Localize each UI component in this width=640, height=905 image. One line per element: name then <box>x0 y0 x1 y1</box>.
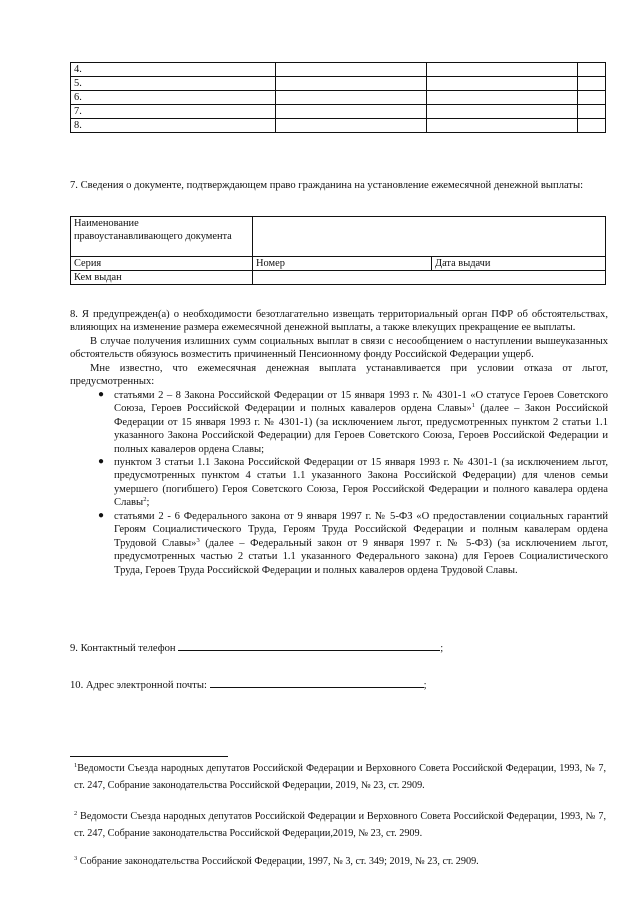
table-row <box>71 217 606 257</box>
benefits-table <box>70 62 606 133</box>
footnote-mark: 3 <box>74 855 78 862</box>
bullet-icon: ● <box>98 388 105 400</box>
phone-label: 9. Контактный телефон <box>70 643 176 654</box>
warning-paragraph: 8. Я предупрежден(а) о необходимости безотлагательно извещать территориальный орган ПФР об обстоятельствах, влияющих на изменение размера ежемесячной денежной выплаты, а также влекущих прекращение ее выплаты. <box>70 309 608 334</box>
document-details-table <box>70 216 606 285</box>
refund-paragraph: В случае получения излишних сумм социальных выплат в связи с несообщением о наступлении вышеуказанных обстоятельств обязуюсь возместить причиненный Пенсионному фонду Российской Федерации ущерб. <box>70 335 608 361</box>
footnote-1: $^1$Ведомости Съезда народных депутатов Российской Федерации и Верховного Совета Российской Федерации, 1993, № 7, ст. 247, Собрание законодательства Российской Федерации, 2019, № 23, ст. 2909. <box>74 762 606 791</box>
list-item: ● пунктом 3 статьи 1.1 Закона Российской Федерации от 15 января 1993 г. № 4301-1 (за исключением льгот, предусмотренных пунктом 4 статьи 1.1 указанного Закона Российской Федерации) для членов семьи умершего (погибшего) Героя Советского Союза, Героя Российской Федерации и полного кавалера ордена Славы$^2$; <box>98 455 608 509</box>
table-cell[interactable] <box>427 119 578 133</box>
table-row <box>71 63 606 77</box>
footnote-mark: 2 <box>74 810 78 817</box>
table-cell[interactable] <box>578 119 606 133</box>
bullet-icon: ● <box>98 455 105 467</box>
email-label: 10. Адрес электронной почты: <box>70 680 207 691</box>
table-cell[interactable] <box>578 77 606 91</box>
issue-date-label: Дата выдачи <box>432 257 606 271</box>
issued-by-label: Кем выдан <box>71 271 253 285</box>
table-cell[interactable] <box>276 105 427 119</box>
footnote-mark: 1 <box>74 762 78 769</box>
table-row <box>71 271 606 285</box>
list-item: ● статьями 2 - 6 Федерального закона от 9 января 1997 г. № 5-ФЗ «О предоставлении социальных гарантий Героям Социалистического Труда, Героям Труда Российской Федерации и полным кавалерам ордена Трудовой Славы»$^3$ (далее – Федеральный закон от 9 января 1997 г. № 5-ФЗ) (за исключением льгот, предусмотренных частью 2 статьи 1.1 указанного Федерального закона) для Героев Социалистического Труда, Героев Труда Российской Федерации и полных кавалеров ордена Трудовой Славы. <box>98 509 608 576</box>
footnote-ref: 2 <box>143 496 147 504</box>
footnote-3: $^3$ Собрание законодательства Российской Федерации, 1997, № 3, ст. 349; 2019, № 23, ст. 2909. <box>74 855 479 867</box>
section-8 <box>70 308 608 577</box>
list-item: ● статьями 2 – 8 Закона Российской Федерации от 15 января 1993 г. № 4301-1 «О статусе Героев Советского Союза, Героев Российской Федерации и полных кавалеров ордена Славы»$^1$ (далее – Закон Российской Федерации от 15 января 1993 г. № 4301-1) (за исключением льгот, предусмотренных пунктом 2 статьи 1.1 указанного Закона Российской Федерации) для Героев Советского Союза, Героев Российской Федерации и полных кавалеров ордена Славы; <box>98 388 608 455</box>
footnote-ref: 1 <box>471 402 475 410</box>
refusal-paragraph: Мне известно, что ежемесячная денежная выплата устанавливается при условии отказа от льгот, предусмотренных: <box>70 362 608 388</box>
table-cell[interactable] <box>276 91 427 105</box>
laws-list <box>70 389 608 577</box>
email-input-line[interactable] <box>210 677 424 688</box>
doc-name-field[interactable] <box>253 217 606 257</box>
table-row <box>71 105 606 119</box>
footnote-divider <box>70 756 228 757</box>
section-7-text: 7. Сведения о документе, подтверждающем право гражданина на установление ежемесячной денежной выплаты: <box>70 180 584 191</box>
table-row <box>71 257 606 271</box>
footnote-2: $^2$ Ведомости Съезда народных депутатов Российской Федерации и Верховного Совета Российской Федерации, 1993, № 7, ст. 247, Собрание законодательства Российской Федерации,2019, № 23, ст. 2909. <box>74 810 606 839</box>
table-cell[interactable] <box>427 63 578 77</box>
table-cell[interactable] <box>276 119 427 133</box>
table-cell[interactable] <box>427 91 578 105</box>
section-9: 9. Контактный телефон ; <box>70 640 608 655</box>
row-number-cell: 4. <box>71 63 276 77</box>
table-cell[interactable] <box>276 63 427 77</box>
bullet-icon: ● <box>98 509 105 521</box>
table-row <box>71 77 606 91</box>
table-row <box>71 91 606 105</box>
section-7-heading <box>70 179 608 192</box>
row-number-cell: 8. <box>71 119 276 133</box>
table-cell[interactable] <box>427 77 578 91</box>
table-cell[interactable] <box>578 105 606 119</box>
section-10: 10. Адрес электронной почты: ; <box>70 677 608 692</box>
table-cell[interactable] <box>578 91 606 105</box>
number-label: Номер <box>253 257 432 271</box>
table-cell[interactable] <box>427 105 578 119</box>
issued-by-field[interactable] <box>253 271 606 285</box>
row-number-cell: 7. <box>71 105 276 119</box>
doc-name-label: Наименование правоустанавливающего документа <box>71 217 253 257</box>
row-number-cell: 6. <box>71 91 276 105</box>
footnote-ref: 3 <box>196 536 200 544</box>
table-row <box>71 119 606 133</box>
phone-input-line[interactable] <box>178 640 440 651</box>
table-cell[interactable] <box>276 77 427 91</box>
series-label: Серия <box>71 257 253 271</box>
table-cell[interactable] <box>578 63 606 77</box>
row-number-cell: 5. <box>71 77 276 91</box>
